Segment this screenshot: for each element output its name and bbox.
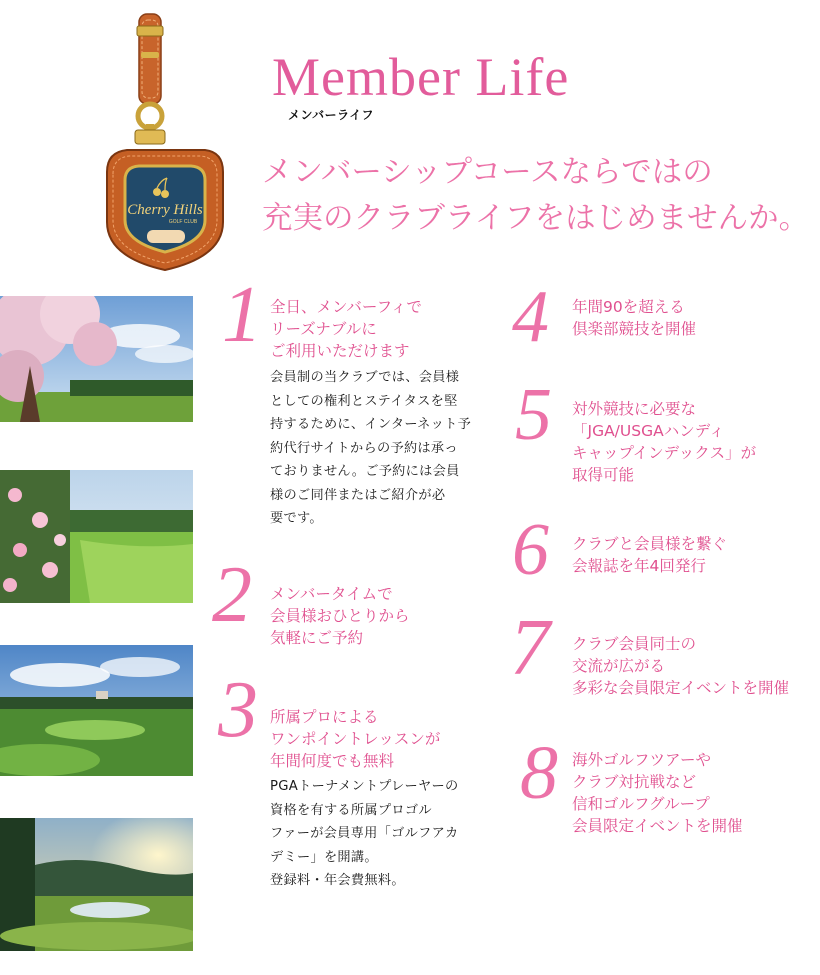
item-1-heading: 全日、メンバーフィで リーズナブルに ご利用いただけます [270,298,422,360]
item-4-number: 4 [512,276,549,358]
item-6-heading: クラブと会員様を繋ぐ 会報誌を年4回発行 [572,535,728,575]
page-title-katakana: メンバーライフ [288,108,374,122]
item-7-number: 7 [510,604,550,692]
sunset-pond-photo [0,818,193,951]
item-1-number: 1 [222,271,262,359]
item-3-body: PGAトーナメントプレーヤーの 資格を有する所属プロゴル ファーが会員専用「ゴルフアカ デミー」を開講。 登録料・年会費無料。 [270,779,459,888]
item-7-heading: クラブ会員同士の 交流が広がる 多彩な会員限定イベントを開催 [572,635,790,697]
item-8-heading: 海外ゴルフツアーや クラブ対抗戦など 信和ゴルフグループ 会員限定イベントを開催 [572,751,743,835]
item-5-heading: 対外競技に必要な 「JGA/USGAハンディ キャップインデックス」が 取得可能 [572,400,757,484]
item-4-heading: 年間90を超える 倶楽部競技を開催 [572,298,697,338]
tag-logo-sub: GOLF CLUB [168,219,198,225]
headline-line-2: 充実のクラブライフをはじめませんか。 [262,201,810,236]
cherry-blossom-course-photo [0,296,193,422]
headline [262,150,809,242]
item-8-number: 8 [520,731,558,815]
page-title: Member Life [272,47,570,107]
item-6-number: 6 [512,509,549,591]
item-3-heading: 所属プロによる ワンポイントレッスンが 年間何度でも無料 [270,708,441,770]
item-1-body: 会員制の当クラブでは、会員様 としての権利とステイタスを堅 持するために、インターネット予 約代行サイトからの予約は承っ ておりません。ご予約には会員 様のご同伴またはご紹介が必 要です。 [270,370,472,526]
item-5-number: 5 [515,374,552,456]
clubhouse-green-photo [0,645,193,776]
item-2-number: 2 [212,551,252,639]
tag-logo-text: Cherry Hills [127,202,203,218]
item-2-heading: メンバータイムで 会員様おひとりから 気軽にご予約 [270,585,410,647]
item-3-number: 3 [218,666,258,754]
flower-fairway-photo [0,470,193,603]
headline-line-1: メンバーシップコースならではの [262,155,713,190]
bag-tag-image [95,12,235,274]
